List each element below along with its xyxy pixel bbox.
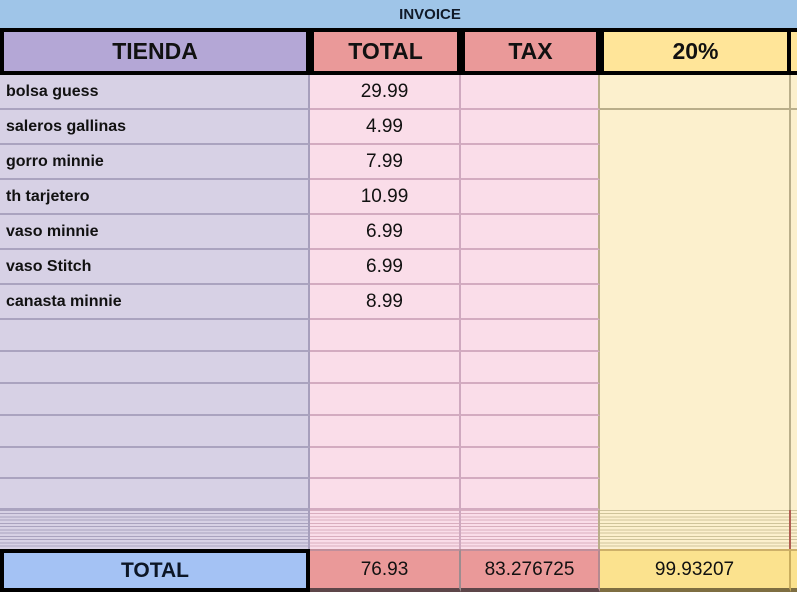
empty-name-cell[interactable] [0, 479, 310, 510]
header-cell-total[interactable]: TOTAL [310, 28, 461, 75]
empty-total-cell[interactable] [310, 416, 461, 448]
empty-total-cell[interactable] [310, 352, 461, 384]
header-cell-tax[interactable]: TAX [461, 28, 600, 75]
invoice-title: INVOICE [399, 5, 461, 23]
header-cell-rate[interactable]: 20% [600, 28, 791, 75]
item-tax-cell[interactable] [461, 180, 600, 215]
empty-name-cell[interactable] [0, 320, 310, 352]
rate-row1-cell[interactable] [600, 75, 791, 110]
summary-rate-cell[interactable]: 99.93207 [600, 549, 791, 592]
empty-tax-cell[interactable] [461, 384, 600, 416]
item-total-cell[interactable]: 4.99 [310, 110, 461, 145]
empty-name-cell[interactable] [0, 416, 310, 448]
item-name-cell[interactable]: vaso Stitch [0, 250, 310, 285]
item-tax-cell[interactable] [461, 75, 600, 110]
item-tax-cell[interactable] [461, 285, 600, 320]
item-name-cell[interactable]: canasta minnie [0, 285, 310, 320]
invoice-title-cell[interactable] [0, 0, 797, 28]
empty-name-cell[interactable] [0, 352, 310, 384]
empty-total-cell[interactable] [310, 384, 461, 416]
empty-tax-cell[interactable] [461, 416, 600, 448]
empty-total-cell[interactable] [310, 448, 461, 479]
empty-name-cell[interactable] [0, 384, 310, 416]
item-total-cell[interactable]: 29.99 [310, 75, 461, 110]
item-tax-cell[interactable] [461, 145, 600, 180]
summary-tax-cell[interactable]: 83.276725 [461, 549, 600, 592]
extra-col-row1-cell[interactable] [791, 75, 797, 110]
item-total-cell[interactable]: 8.99 [310, 285, 461, 320]
summary-extra-cell[interactable] [791, 549, 797, 592]
empty-name-cell[interactable] [0, 448, 310, 479]
item-name-cell[interactable]: vaso minnie [0, 215, 310, 250]
item-name-cell[interactable]: saleros gallinas [0, 110, 310, 145]
empty-tax-cell[interactable] [461, 320, 600, 352]
collapsed-rows-stripe[interactable] [461, 510, 600, 549]
item-total-cell[interactable]: 6.99 [310, 215, 461, 250]
item-total-cell[interactable]: 6.99 [310, 250, 461, 285]
item-tax-cell[interactable] [461, 215, 600, 250]
item-total-cell[interactable]: 10.99 [310, 180, 461, 215]
item-name-cell[interactable]: th tarjetero [0, 180, 310, 215]
rate-merged-cell[interactable] [600, 110, 791, 510]
extra-col-merged-cell[interactable] [791, 110, 797, 510]
item-name-cell[interactable]: gorro minnie [0, 145, 310, 180]
empty-total-cell[interactable] [310, 479, 461, 510]
header-cell-extra[interactable] [791, 28, 797, 75]
empty-tax-cell[interactable] [461, 352, 600, 384]
collapsed-rows-stripe[interactable] [0, 510, 310, 549]
empty-tax-cell[interactable] [461, 448, 600, 479]
header-cell-tienda[interactable]: TIENDA [0, 28, 310, 75]
empty-tax-cell[interactable] [461, 479, 600, 510]
item-total-cell[interactable]: 7.99 [310, 145, 461, 180]
collapsed-rows-stripe[interactable] [791, 510, 797, 549]
summary-label-cell[interactable]: TOTAL [0, 549, 310, 592]
collapsed-rows-stripe[interactable] [310, 510, 461, 549]
item-tax-cell[interactable] [461, 250, 600, 285]
summary-total-cell[interactable]: 76.93 [310, 549, 461, 592]
item-tax-cell[interactable] [461, 110, 600, 145]
item-name-cell[interactable]: bolsa guess [0, 75, 310, 110]
empty-total-cell[interactable] [310, 320, 461, 352]
collapsed-rows-stripe[interactable] [600, 510, 791, 549]
